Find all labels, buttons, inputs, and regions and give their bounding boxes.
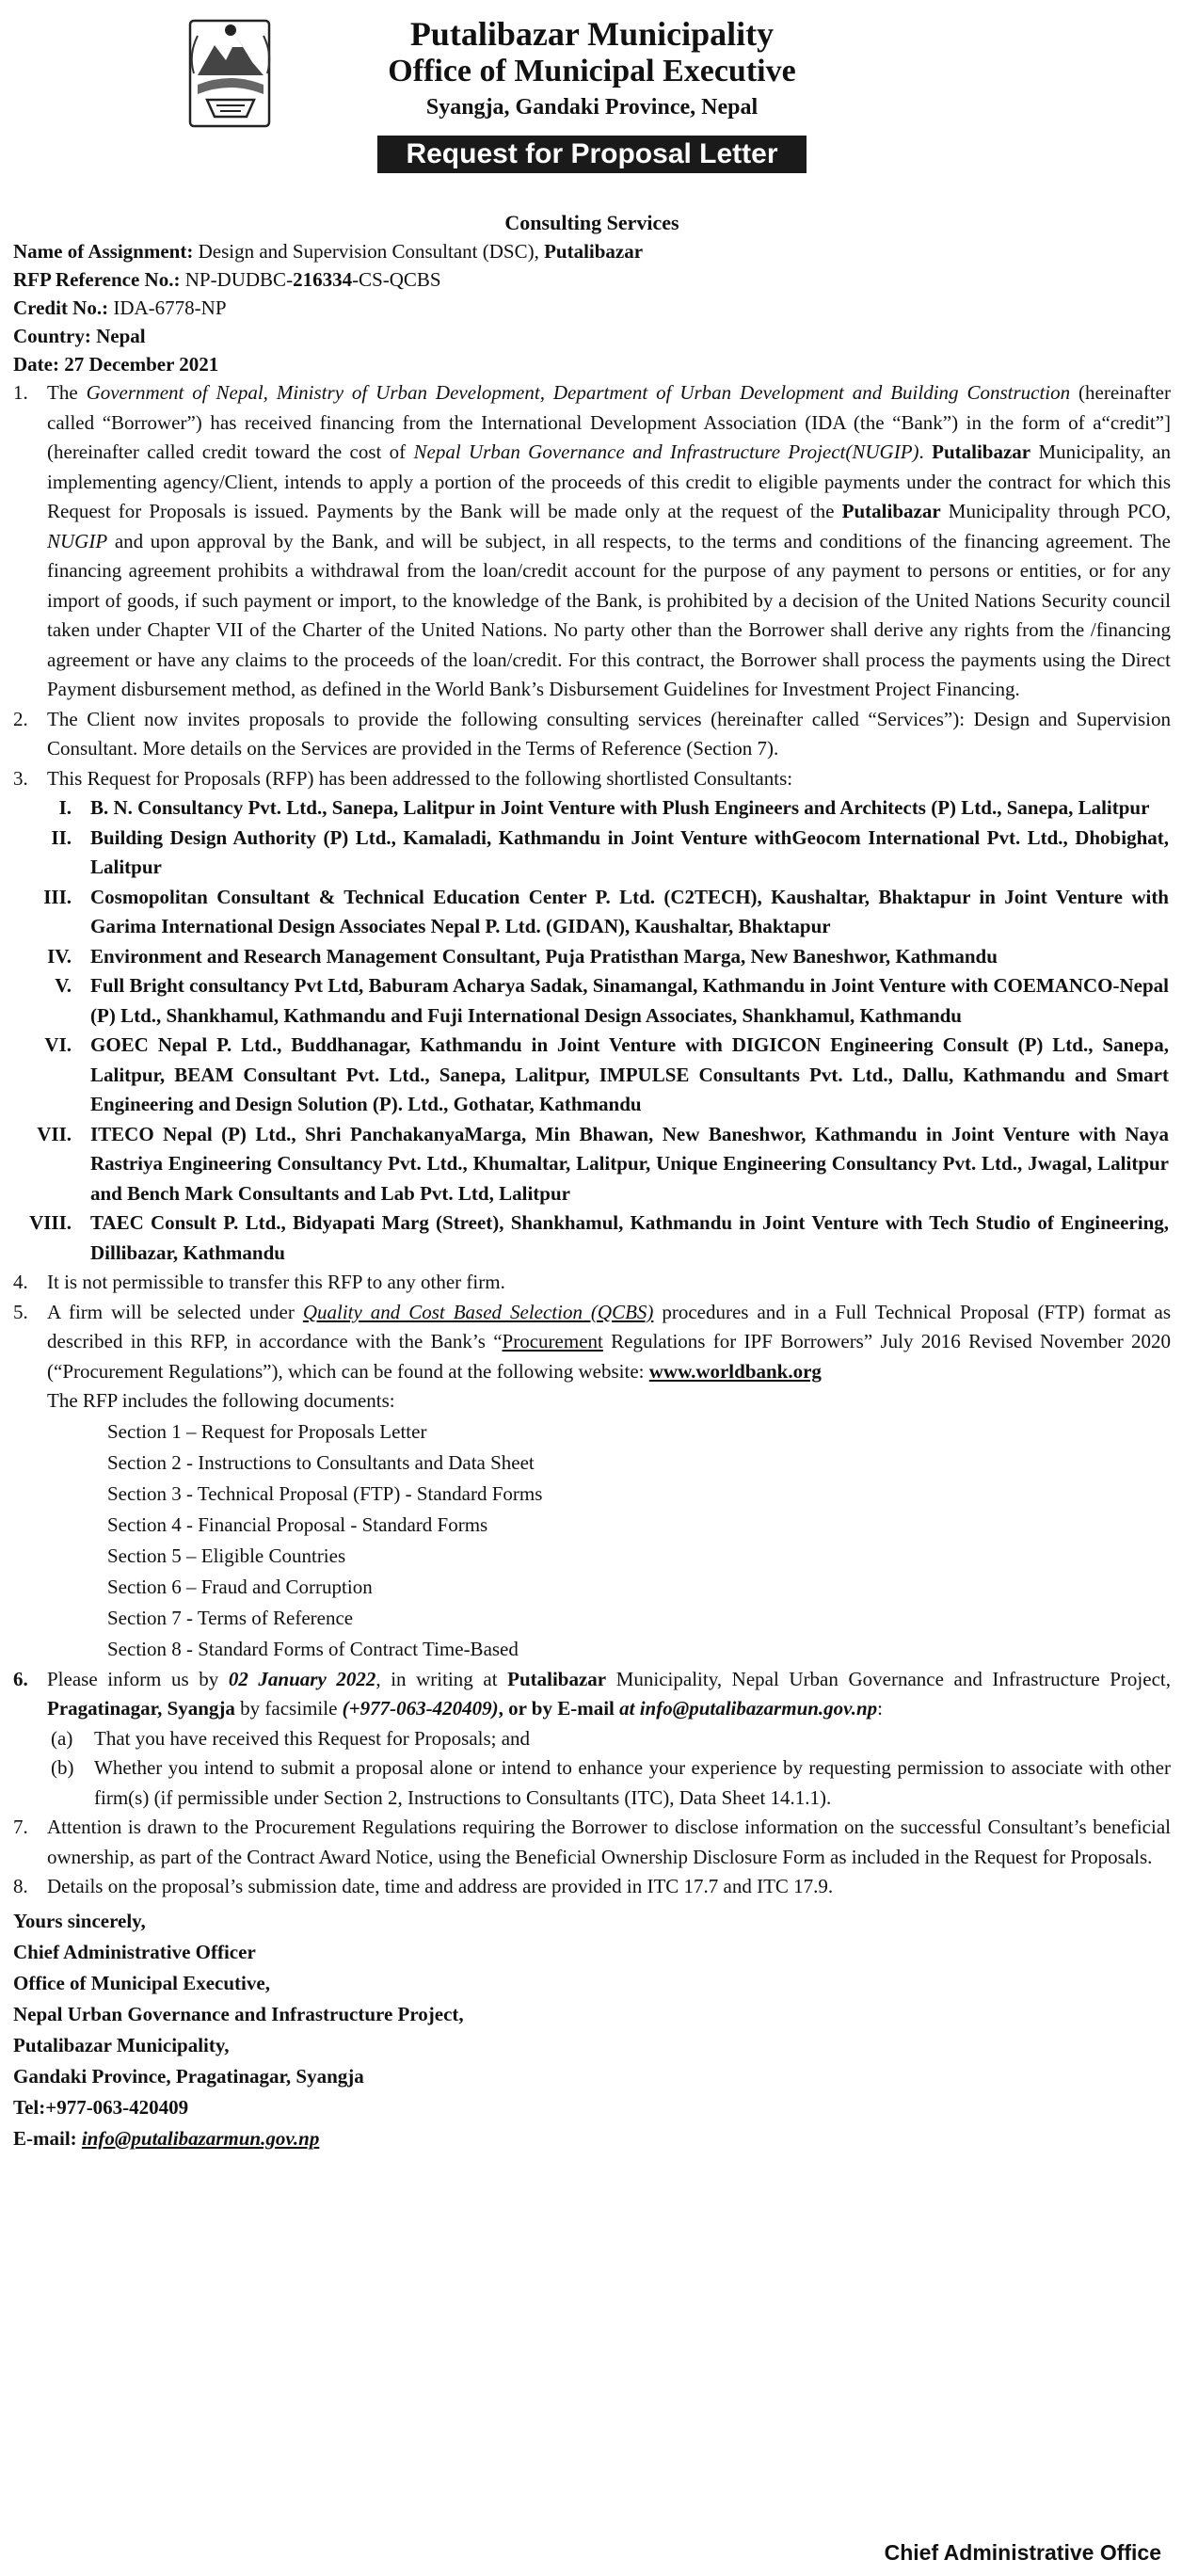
shortlisted-consultants-list: [13, 793, 1171, 1268]
sub-item-b: [47, 1753, 1171, 1813]
sub-item-text: That you have received this Request for Proposals; and: [94, 1726, 531, 1750]
signature-line: Putalibazar Municipality,: [13, 2033, 230, 2056]
rfp-reference-line: [13, 265, 1171, 294]
email-link[interactable]: info@putalibazarmun.gov.np: [81, 2126, 320, 2150]
p6-syangja: Syangja: [167, 1697, 235, 1720]
credit-value: IDA-6778-NP: [108, 296, 227, 319]
list-item: [13, 971, 1171, 1031]
p6-text-i: by facsimile: [234, 1697, 343, 1720]
paragraph-5: [13, 1298, 1171, 1416]
paragraph-number: 4.: [13, 1271, 28, 1293]
list-item-text: TAEC Consult P. Ltd., Bidyapati Marg (Street), Shankhamul, Kathmandu in Joint Venture with Tech Studio of Engineering, Dillibazar, Kathmandu: [90, 1211, 1169, 1264]
letter-page: [13, 8, 1171, 2566]
letter-header: [13, 8, 1171, 205]
paragraph-7: [13, 1813, 1171, 1872]
signature-line: Nepal Urban Governance and Infrastructure Project,: [13, 2002, 464, 2025]
paragraph-text: It is not permissible to transfer this RFP to any other firm.: [47, 1271, 505, 1293]
p6-comma: ,: [157, 1697, 168, 1720]
p1-municipality-2: Putalibazar: [841, 500, 941, 522]
list-item: [13, 1208, 1171, 1268]
date-line: Date: 27 December 2021: [13, 353, 219, 376]
credit-label: Credit No.:: [13, 296, 109, 319]
list-item: Section 2 - Instructions to Consultants and Data Sheet: [107, 1450, 535, 1474]
paragraph-number: 7.: [13, 1816, 28, 1838]
document-subtitle: Consulting Services: [504, 211, 679, 234]
p6-pragatinagar: Pragatinagar: [47, 1697, 158, 1720]
email-label: E-mail:: [13, 2126, 82, 2150]
sub-item-label: (b): [51, 1756, 74, 1779]
list-item: [13, 883, 1171, 942]
rfp-suffix: -CS-QCBS: [352, 268, 441, 291]
p5-text-e: Regulations for IPF Borrowers” July 2016 Revised November 2020 (“Procurement Regulations”), which can be found at the following website:: [47, 1330, 1171, 1383]
list-item: [13, 824, 1171, 883]
p1-project-name: Nepal Urban Governance and Infrastructure Project(NUGIP): [413, 440, 919, 463]
list-item-number: I.: [58, 796, 72, 819]
p6-colon: :: [877, 1697, 883, 1720]
p1-municipality: Putalibazar: [932, 440, 1031, 463]
p1-text-c: (hereinafter called “Borrower”) has received financing from the International Development Association (IDA (the “Bank”) in the form of a“credit”] (hereinafter called credit toward the cost of: [47, 381, 1171, 463]
paragraph-3: [13, 764, 1171, 794]
p1-text-a: The: [47, 381, 87, 404]
list-item-number: IV.: [47, 944, 72, 968]
p6-text-e: Municipality, Nepal Urban Governance and Infrastructure Project,: [606, 1667, 1171, 1690]
paragraph-number: 6.: [13, 1667, 28, 1690]
sub-item-label: (a): [51, 1726, 73, 1750]
paragraph-text: [47, 1665, 1171, 1814]
assignment-municipality: Putalibazar: [544, 240, 644, 263]
list-item-text: GOEC Nepal P. Ltd., Buddhanagar, Kathmandu in Joint Venture with DIGICON Engineering Consult (P) Ltd., Sanepa, Lalitpur, BEAM Consultant Pvt. Ltd., Sanepa, Lalitpur, IMPULSE Consultants Pvt. Ltd., Dallu, Kathmandu and Smart Engineering and Design Solution (P). Ltd., Gothatar, Kathmandu: [90, 1033, 1169, 1115]
paragraph-6: [13, 1665, 1171, 1814]
signature-line: Tel:+977-063-420409: [13, 2095, 189, 2119]
p5-text-c: procedures and in a Full Technical Proposal (FTP) format as described in this RFP, in accordance with the Bank’s “: [47, 1300, 1171, 1352]
signature-line: Yours sincerely,: [13, 1909, 146, 1932]
paragraph-4: [13, 1268, 1171, 1298]
rfp-number: 216334: [293, 268, 353, 291]
signature-line: Office of Municipal Executive,: [13, 1971, 270, 1994]
rfp-documents-list: [13, 1416, 1171, 1665]
assignment-value: Design and Supervision Consultant (DSC),: [193, 240, 545, 263]
paragraph-number: 5.: [13, 1300, 28, 1323]
list-item-number: VI.: [44, 1033, 72, 1056]
p6-deadline: 02 January 2022: [228, 1667, 376, 1690]
p6-municipality: Putalibazar: [507, 1667, 607, 1690]
paragraph-2: [13, 705, 1171, 764]
list-item-text: B. N. Consultancy Pvt. Ltd., Sanepa, Lalitpur in Joint Venture with Plush Engineers and Architects (P) Ltd., Sanepa, Lalitpur: [90, 796, 1150, 819]
p1-nugip: NUGIP: [47, 529, 108, 552]
list-item-text: Full Bright consultancy Pvt Ltd, Baburam Acharya Sadak, Sinamangal, Kathmandu in Joint Venture with COEMANCO-Nepal (P) Ltd., Shankhamul, Kathmandu and Fuji International Design Associates, Shankhamul, Kathmandu: [90, 974, 1169, 1027]
footer-office-label: Chief Administrative Office: [884, 2540, 1161, 2565]
paragraph-text: Details on the proposal’s submission date, time and address are provided in ITC 17.7 and ITC 17.9.: [47, 1875, 834, 1897]
signature-block: [13, 1906, 1171, 2154]
office-name: Office of Municipal Executive: [388, 54, 796, 88]
list-item-number: VIII.: [29, 1211, 72, 1234]
list-item: [13, 1120, 1171, 1209]
signature-line: Chief Administrative Officer: [13, 1940, 256, 1963]
paragraph-text: This Request for Proposals (RFP) has been addressed to the following shortlisted Consultants:: [47, 766, 793, 790]
list-item: Section 8 - Standard Forms of Contract Time-Based: [107, 1637, 519, 1660]
p5-qcbs: Quality and Cost Based Selection (QCBS): [302, 1300, 654, 1323]
p6-fax: (+977-063-420409): [342, 1697, 499, 1720]
paragraph-text: [47, 378, 1171, 705]
rfp-documents-intro: The RFP includes the following documents:: [47, 1389, 395, 1412]
country-line: Country: Nepal: [13, 325, 146, 347]
p1-text-e: .: [918, 440, 933, 463]
p1-text-l: and upon approval by the Bank, and will be subject, in all respects, to the terms and conditions of the financing agreement. The financing agreement prohibits a withdrawal from the loan/credit account for the purpose of any payment to persons or entities, or for any import of goods, if such payment or import, to the knowledge of the Bank, is prohibited by a decision of the United Nations Security council taken under Chapter VII of the Charter of the United Nations. No party other than the Borrower shall derive any rights from the /financing agreement or have any claims to the proceeds of the loan/credit. For this contract, the Borrower shall process the payments using the Direct Payment disbursement method, as defined in the World Bank’s Disbursement Guidelines for Investment Project Financing.: [47, 529, 1171, 700]
assignment-details: [13, 237, 1171, 378]
document-title-banner: Request for Proposal Letter: [377, 136, 806, 173]
paragraph-1: [13, 378, 1171, 705]
letter-body: [13, 378, 1171, 1902]
list-item: Section 1 – Request for Proposals Letter: [107, 1419, 427, 1443]
assignment-label: Name of Assignment:: [13, 240, 194, 263]
p6-text-a: Please inform us by: [47, 1667, 229, 1690]
p5-text-a: A firm will be selected under: [47, 1300, 303, 1323]
paragraph-number: 8.: [13, 1875, 28, 1897]
list-item-number: II.: [51, 825, 72, 849]
list-item: [13, 942, 1171, 972]
list-item: Section 7 - Terms of Reference: [107, 1606, 354, 1629]
p1-borrower-name: Government of Nepal, Ministry of Urban Development, Department of Urban Development and Building Construction: [86, 381, 1071, 404]
paragraph-text: [47, 1298, 1171, 1416]
p1-text-h: , an implementing agency/Client, intends to apply a portion of the proceeds of this credit to eligible payments under the contract for which this Request for Proposals is issued. Payments by the Bank will be made only at the request of the: [47, 440, 1172, 522]
p5-procurement: Procurement: [502, 1330, 603, 1352]
p1-text-g: Municipality: [1030, 440, 1140, 463]
sub-item-a: [47, 1724, 1171, 1754]
list-item-number: V.: [55, 974, 72, 997]
header-titles: [13, 15, 1171, 173]
rfp-prefix: NP-DUDBC-: [180, 268, 294, 291]
list-item: Section 6 – Fraud and Corruption: [107, 1575, 373, 1598]
p6-text-k: , or by E-mail: [498, 1697, 620, 1720]
municipality-name: Putalibazar Municipality: [409, 15, 775, 53]
list-item: Section 3 - Technical Proposal (FTP) - Standard Forms: [107, 1481, 543, 1505]
list-item-number: VII.: [37, 1122, 72, 1145]
rfp-label: RFP Reference No.:: [13, 268, 181, 291]
paragraph-number: 1.: [13, 381, 28, 404]
p6-text-c: , in writing at: [375, 1667, 508, 1690]
signature-line: Gandaki Province, Pragatinagar, Syangja: [13, 2064, 364, 2088]
paragraph-number: 3.: [13, 766, 28, 790]
paragraph-text: Attention is drawn to the Procurement Regulations requiring the Borrower to disclose information on the successful Consultant’s beneficial ownership, as part of the Contract Award Notice, using the Beneficial Ownership Disclosure Form as included in the Request for Proposals.: [47, 1816, 1171, 1868]
list-item: [13, 1031, 1171, 1120]
p6-email[interactable]: at info@putalibazarmun.gov.np: [619, 1697, 878, 1720]
p1-text-j: Municipality through PCO,: [940, 500, 1171, 522]
paragraph-number: 2.: [13, 707, 28, 730]
worldbank-link[interactable]: www.worldbank.org: [648, 1359, 822, 1383]
paragraph-text: The Client now invites proposals to provide the following consulting services (hereinafter called “Services”): Design and Supervision Consultant. More details on the Services are provided in the Terms of Reference (Section 7).: [47, 707, 1171, 760]
credit-line: [13, 294, 1171, 322]
signature-email-line: [13, 2123, 1171, 2154]
list-item: Section 5 – Eligible Countries: [107, 1544, 346, 1567]
sub-item-text: Whether you intend to submit a proposal alone or intend to enhance your experience by requesting permission to associate with other firm(s) (if permissible under Section 2, Instructions to Consultants (ITC), Data Sheet 14.1.1).: [94, 1756, 1171, 1809]
location-line: Syangja, Gandaki Province, Nepal: [425, 95, 759, 120]
assignment-line: [13, 237, 1171, 265]
list-item-text: ITECO Nepal (P) Ltd., Shri PanchakanyaMarga, Min Bhawan, New Baneshwor, Kathmandu in Joint Venture with Naya Rastriya Engineering Consultancy Pvt. Ltd., Khumaltar, Lalitpur, Unique Engineering Consultancy Pvt. Ltd., Jwagal, Lalitpur and Bench Mark Consultants and Lab Pvt. Ltd, Lalitpur: [90, 1122, 1169, 1205]
paragraph-8: [13, 1872, 1171, 1902]
list-item: Section 4 - Financial Proposal - Standard Forms: [107, 1512, 488, 1536]
list-item-number: III.: [43, 885, 72, 908]
list-item-text: Cosmopolitan Consultant & Technical Education Center P. Ltd. (C2TECH), Kaushaltar, Bhaktapur in Joint Venture with Garima International Design Associates Nepal P. Ltd. (GIDAN), Kaushaltar, Bhaktapur: [90, 885, 1169, 937]
list-item-text: Environment and Research Management Consultant, Puja Pratisthan Marga, New Baneshwor, Kathmandu: [90, 944, 998, 968]
list-item-text: Building Design Authority (P) Ltd., Kamaladi, Kathmandu in Joint Venture withGeocom International Pvt. Ltd., Dhobighat, Lalitpur: [90, 825, 1169, 878]
list-item: [13, 793, 1171, 824]
